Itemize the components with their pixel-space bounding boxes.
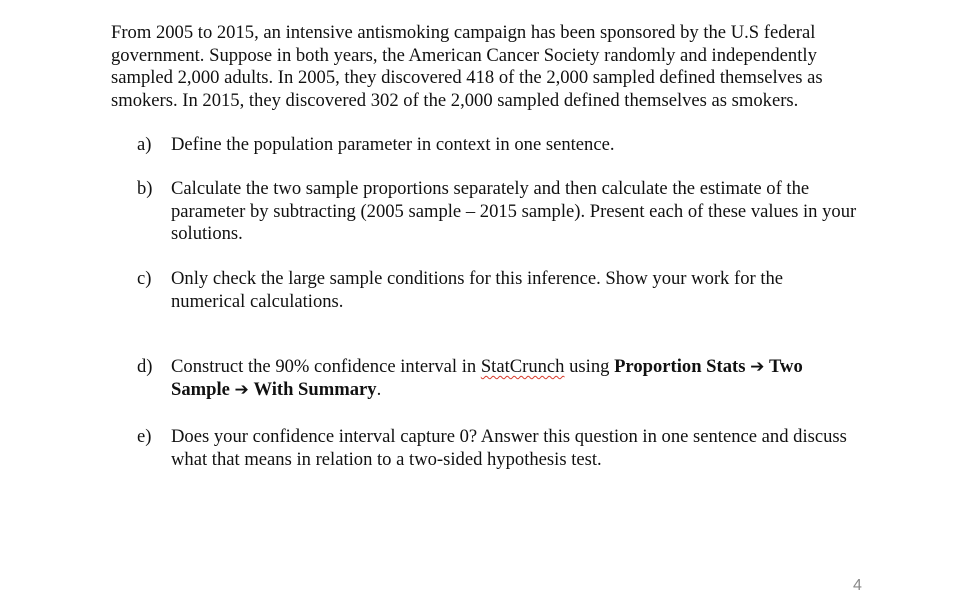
question-b-text: Calculate the two sample proportions separately and then calculate the estimate of the parameter by subtracting (2005 sample – 2015 sample). Present each of these values in your solutions. <box>171 178 857 244</box>
right-arrow-icon: ➔ <box>234 379 249 400</box>
question-e <box>137 426 857 471</box>
menu-path-proportion-stats: Proportion Stats <box>614 356 746 377</box>
menu-path-with-summary: With Summary <box>253 378 377 400</box>
right-arrow-icon: ➔ <box>750 357 765 377</box>
question-d-end: . <box>376 378 382 400</box>
question-a <box>137 134 857 157</box>
question-d-prefix: Construct the 90% confidence interval in <box>171 356 481 377</box>
question-c-label: c) <box>137 268 152 289</box>
question-c-text: Only check the large sample conditions for this inference. Show your work for the numerical calculations. <box>171 268 784 312</box>
question-a-text: Define the population parameter in context in one sentence. <box>171 134 615 155</box>
question-d-using: using <box>564 356 615 377</box>
question-d <box>137 356 857 401</box>
menu-path-two-sample: Two Sample <box>171 356 803 400</box>
question-a-label: a) <box>137 134 152 155</box>
question-e-text: Does your confidence interval capture 0? Answer this question in one sentence and discuss what that means in relation to a two-sided hypothesis test. <box>171 426 847 470</box>
question-c <box>137 268 857 313</box>
question-b-label: b) <box>137 178 153 199</box>
question-b <box>137 178 857 246</box>
question-e-label: e) <box>137 426 152 447</box>
spellcheck-word-statcrunch: StatCrunch <box>480 356 565 377</box>
page-number: 4 <box>853 577 862 594</box>
question-d-label: d) <box>137 356 153 377</box>
intro-paragraph: From 2005 to 2015, an intensive antismoking campaign has been sponsored by the U.S federal government. Suppose in both years, the American Cancer Society randomly and independently sampled 2,000 adults. In 2005, they discovered 418 of the 2,000 sampled defined themselves as smokers. In 2015, they discovered 302 of the 2,000 sampled defined themselves as smokers. <box>111 22 823 111</box>
question-d-text <box>171 356 857 401</box>
